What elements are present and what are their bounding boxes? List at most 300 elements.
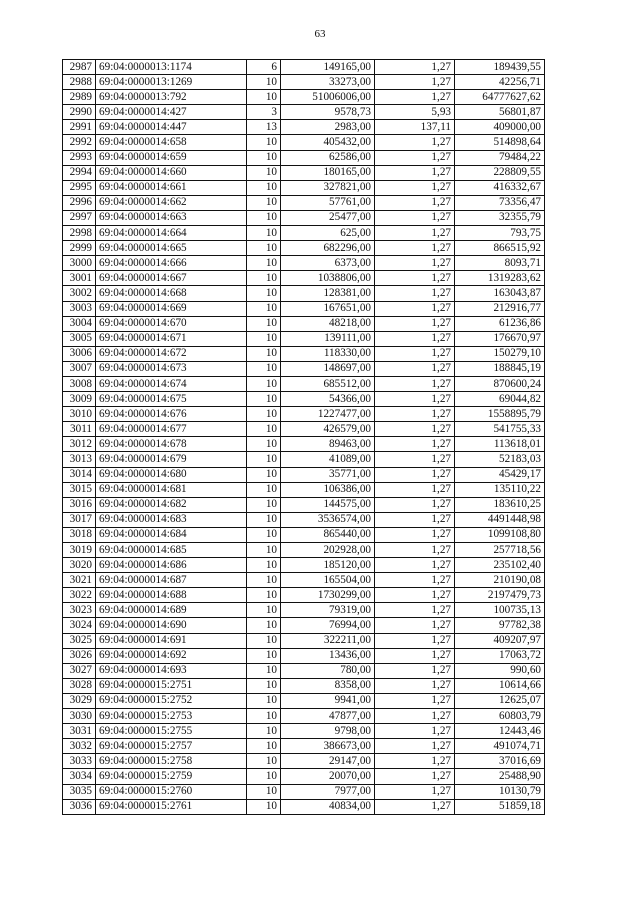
cadastral-number-cell: 69:04:0000014:663 [96,210,247,225]
table-row [63,392,545,407]
coefficient-cell: 1,27 [375,739,455,754]
cadastral-value-cell: 79319,00 [281,603,375,618]
cadastral-value-cell: 865440,00 [281,527,375,542]
row-number-cell: 3035 [63,784,96,799]
table-row [63,482,545,497]
category-code-cell: 10 [247,286,281,301]
cadastral-value-cell: 106386,00 [281,482,375,497]
total-value-cell: 150279,10 [455,346,545,361]
category-code-cell: 10 [247,346,281,361]
cadastral-number-cell: 69:04:0000014:661 [96,180,247,195]
cadastral-value-cell: 165504,00 [281,573,375,588]
cadastral-number-cell: 69:04:0000015:2760 [96,784,247,799]
category-code-cell: 10 [247,497,281,512]
table-row [63,709,545,724]
row-number-cell: 3005 [63,331,96,346]
total-value-cell: 793,75 [455,226,545,241]
row-number-cell: 3015 [63,482,96,497]
total-value-cell: 12625,07 [455,693,545,708]
row-number-cell: 3000 [63,256,96,271]
row-number-cell: 3019 [63,543,96,558]
table-row [63,527,545,542]
category-code-cell: 10 [247,165,281,180]
table-row [63,210,545,225]
category-code-cell: 10 [247,724,281,739]
cadastral-number-cell: 69:04:0000014:685 [96,543,247,558]
cadastral-number-cell: 69:04:0000014:427 [96,105,247,120]
cadastral-value-cell: 33273,00 [281,75,375,90]
category-code-cell: 6 [247,60,281,75]
row-number-cell: 3014 [63,467,96,482]
table-row [63,437,545,452]
cadastral-value-cell: 426579,00 [281,422,375,437]
row-number-cell: 2991 [63,120,96,135]
cadastral-value-cell: 48218,00 [281,316,375,331]
total-value-cell: 1558895,79 [455,407,545,422]
table-row [63,226,545,241]
row-number-cell: 3027 [63,663,96,678]
coefficient-cell: 1,27 [375,301,455,316]
cadastral-value-cell: 682296,00 [281,241,375,256]
cadastral-value-cell: 20070,00 [281,769,375,784]
row-number-cell: 3023 [63,603,96,618]
cadastral-number-cell: 69:04:0000014:676 [96,407,247,422]
table-row [63,195,545,210]
category-code-cell: 3 [247,105,281,120]
coefficient-cell: 1,27 [375,376,455,391]
table-row [63,618,545,633]
table-row [63,256,545,271]
total-value-cell: 45429,17 [455,467,545,482]
cadastral-value-cell: 62586,00 [281,150,375,165]
table-row [63,769,545,784]
cadastral-value-cell: 167651,00 [281,301,375,316]
cadastral-value-cell: 685512,00 [281,376,375,391]
category-code-cell: 13 [247,120,281,135]
cadastral-value-cell: 625,00 [281,226,375,241]
total-value-cell: 409207,97 [455,633,545,648]
total-value-cell: 135110,22 [455,482,545,497]
cadastral-number-cell: 69:04:0000014:686 [96,558,247,573]
table-row [63,603,545,618]
cadastral-value-cell: 51006006,00 [281,90,375,105]
cadastral-number-cell: 69:04:0000014:659 [96,150,247,165]
cadastral-value-cell: 47877,00 [281,709,375,724]
category-code-cell: 10 [247,663,281,678]
row-number-cell: 3024 [63,618,96,633]
category-code-cell: 10 [247,527,281,542]
cadastral-value-cell: 9578,73 [281,105,375,120]
category-code-cell: 10 [247,361,281,376]
cadastral-value-cell: 76994,00 [281,618,375,633]
cadastral-value-cell: 144575,00 [281,497,375,512]
cadastral-value-cell: 40834,00 [281,799,375,814]
cadastral-number-cell: 69:04:0000014:665 [96,241,247,256]
coefficient-cell: 1,27 [375,482,455,497]
total-value-cell: 866515,92 [455,241,545,256]
row-number-cell: 2997 [63,210,96,225]
total-value-cell: 210190,08 [455,573,545,588]
coefficient-cell: 1,27 [375,588,455,603]
row-number-cell: 2999 [63,241,96,256]
table-row [63,301,545,316]
cadastral-number-cell: 69:04:0000014:681 [96,482,247,497]
row-number-cell: 2998 [63,226,96,241]
row-number-cell: 2993 [63,150,96,165]
category-code-cell: 10 [247,512,281,527]
total-value-cell: 60803,79 [455,709,545,724]
row-number-cell: 3008 [63,376,96,391]
table-row [63,512,545,527]
coefficient-cell: 1,27 [375,150,455,165]
row-number-cell: 3036 [63,799,96,814]
total-value-cell: 163043,87 [455,286,545,301]
cadastral-value-cell: 89463,00 [281,437,375,452]
total-value-cell: 113618,01 [455,437,545,452]
cadastral-number-cell: 69:04:0000015:2761 [96,799,247,814]
coefficient-cell: 1,27 [375,512,455,527]
table-row [63,60,545,75]
row-number-cell: 2992 [63,135,96,150]
cadastral-value-cell: 9941,00 [281,693,375,708]
cadastral-number-cell: 69:04:0000014:669 [96,301,247,316]
total-value-cell: 189439,55 [455,60,545,75]
cadastral-number-cell: 69:04:0000014:675 [96,392,247,407]
coefficient-cell: 1,27 [375,497,455,512]
table-row [63,422,545,437]
row-number-cell: 2990 [63,105,96,120]
table-row [63,135,545,150]
total-value-cell: 17063,72 [455,648,545,663]
table-row [63,150,545,165]
table-row [63,90,545,105]
table-row [63,678,545,693]
category-code-cell: 10 [247,754,281,769]
coefficient-cell: 137,11 [375,120,455,135]
coefficient-cell: 1,27 [375,709,455,724]
total-value-cell: 176670,97 [455,331,545,346]
category-code-cell: 10 [247,799,281,814]
row-number-cell: 3009 [63,392,96,407]
table-row [63,799,545,814]
coefficient-cell: 1,27 [375,135,455,150]
coefficient-cell: 1,27 [375,558,455,573]
cadastral-number-cell: 69:04:0000015:2758 [96,754,247,769]
cadastral-number-cell: 69:04:0000014:667 [96,271,247,286]
total-value-cell: 8093,71 [455,256,545,271]
total-value-cell: 1099108,80 [455,527,545,542]
table-row [63,739,545,754]
total-value-cell: 491074,71 [455,739,545,754]
category-code-cell: 10 [247,437,281,452]
table-row [63,105,545,120]
cadastral-value-cell: 1227477,00 [281,407,375,422]
cadastral-number-cell: 69:04:0000014:684 [96,527,247,542]
category-code-cell: 10 [247,241,281,256]
total-value-cell: 37016,69 [455,754,545,769]
cadastral-value-cell: 1730299,00 [281,588,375,603]
table-row [63,573,545,588]
coefficient-cell: 1,27 [375,452,455,467]
total-value-cell: 409000,00 [455,120,545,135]
coefficient-cell: 1,27 [375,392,455,407]
total-value-cell: 990,60 [455,663,545,678]
row-number-cell: 3025 [63,633,96,648]
coefficient-cell: 1,27 [375,693,455,708]
coefficient-cell: 1,27 [375,784,455,799]
cadastral-number-cell: 69:04:0000014:677 [96,422,247,437]
coefficient-cell: 1,27 [375,346,455,361]
table-row [63,754,545,769]
total-value-cell: 2197479,73 [455,588,545,603]
table-row [63,376,545,391]
table-row [63,346,545,361]
category-code-cell: 10 [247,210,281,225]
table-row [63,407,545,422]
cadastral-number-cell: 69:04:0000014:688 [96,588,247,603]
cadastral-number-cell: 69:04:0000014:664 [96,226,247,241]
row-number-cell: 3022 [63,588,96,603]
cadastral-number-cell: 69:04:0000014:662 [96,195,247,210]
category-code-cell: 10 [247,135,281,150]
table-row [63,497,545,512]
table-row [63,165,545,180]
cadastral-number-cell: 69:04:0000014:683 [96,512,247,527]
table-row [63,286,545,301]
coefficient-cell: 1,27 [375,724,455,739]
cadastral-value-cell: 6373,00 [281,256,375,271]
cadastral-number-cell: 69:04:0000014:447 [96,120,247,135]
cadastral-value-cell: 1038806,00 [281,271,375,286]
row-number-cell: 3021 [63,573,96,588]
cadastral-number-cell: 69:04:0000015:2753 [96,709,247,724]
coefficient-cell: 1,27 [375,361,455,376]
row-number-cell: 3006 [63,346,96,361]
coefficient-cell: 1,27 [375,678,455,693]
row-number-cell: 3002 [63,286,96,301]
coefficient-cell: 1,27 [375,663,455,678]
total-value-cell: 870600,24 [455,376,545,391]
row-number-cell: 3011 [63,422,96,437]
cadastral-value-cell: 780,00 [281,663,375,678]
total-value-cell: 10130,79 [455,784,545,799]
cadastral-number-cell: 69:04:0000014:670 [96,316,247,331]
cadastral-value-cell: 54366,00 [281,392,375,407]
category-code-cell: 10 [247,271,281,286]
cadastral-value-cell: 2983,00 [281,120,375,135]
coefficient-cell: 1,27 [375,241,455,256]
coefficient-cell: 1,27 [375,90,455,105]
row-number-cell: 3028 [63,678,96,693]
cadastral-number-cell: 69:04:0000014:682 [96,497,247,512]
category-code-cell: 10 [247,452,281,467]
cadastral-value-cell: 9798,00 [281,724,375,739]
category-code-cell: 10 [247,256,281,271]
category-code-cell: 10 [247,678,281,693]
coefficient-cell: 1,27 [375,573,455,588]
coefficient-cell: 1,27 [375,799,455,814]
row-number-cell: 3031 [63,724,96,739]
table-row [63,271,545,286]
table-row [63,241,545,256]
table-row [63,724,545,739]
category-code-cell: 10 [247,482,281,497]
cadastral-value-cell: 35771,00 [281,467,375,482]
cadastral-number-cell: 69:04:0000014:671 [96,331,247,346]
category-code-cell: 10 [247,90,281,105]
cadastral-value-cell: 3536574,00 [281,512,375,527]
total-value-cell: 212916,77 [455,301,545,316]
category-code-cell: 10 [247,467,281,482]
cadastral-value-table [62,59,545,815]
cadastral-number-cell: 69:04:0000014:691 [96,633,247,648]
row-number-cell: 2996 [63,195,96,210]
category-code-cell: 10 [247,180,281,195]
cadastral-value-cell: 148697,00 [281,361,375,376]
cadastral-number-cell: 69:04:0000014:674 [96,376,247,391]
table-row [63,120,545,135]
table-row [63,180,545,195]
coefficient-cell: 1,27 [375,527,455,542]
category-code-cell: 10 [247,75,281,90]
total-value-cell: 235102,40 [455,558,545,573]
total-value-cell: 97782,38 [455,618,545,633]
coefficient-cell: 1,27 [375,195,455,210]
cadastral-value-cell: 322211,00 [281,633,375,648]
cadastral-number-cell: 69:04:0000014:660 [96,165,247,180]
row-number-cell: 3033 [63,754,96,769]
row-number-cell: 3034 [63,769,96,784]
table-row [63,588,545,603]
category-code-cell: 10 [247,739,281,754]
category-code-cell: 10 [247,784,281,799]
row-number-cell: 3032 [63,739,96,754]
row-number-cell: 3020 [63,558,96,573]
category-code-cell: 10 [247,588,281,603]
cadastral-number-cell: 69:04:0000014:668 [96,286,247,301]
coefficient-cell: 1,27 [375,437,455,452]
row-number-cell: 3007 [63,361,96,376]
row-number-cell: 2987 [63,60,96,75]
cadastral-number-cell: 69:04:0000014:693 [96,663,247,678]
total-value-cell: 64777627,62 [455,90,545,105]
table-row [63,467,545,482]
row-number-cell: 3013 [63,452,96,467]
table-row [63,648,545,663]
cadastral-number-cell: 69:04:0000013:1269 [96,75,247,90]
cadastral-number-cell: 69:04:0000015:2752 [96,693,247,708]
category-code-cell: 10 [247,376,281,391]
cadastral-number-cell: 69:04:0000014:689 [96,603,247,618]
cadastral-value-cell: 327821,00 [281,180,375,195]
cadastral-number-cell: 69:04:0000013:1174 [96,60,247,75]
cadastral-value-cell: 57761,00 [281,195,375,210]
category-code-cell: 10 [247,316,281,331]
row-number-cell: 2989 [63,90,96,105]
coefficient-cell: 1,27 [375,633,455,648]
coefficient-cell: 1,27 [375,648,455,663]
cadastral-number-cell: 69:04:0000015:2751 [96,678,247,693]
row-number-cell: 3016 [63,497,96,512]
coefficient-cell: 1,27 [375,226,455,241]
cadastral-value-cell: 13436,00 [281,648,375,663]
cadastral-number-cell: 69:04:0000014:679 [96,452,247,467]
cadastral-number-cell: 69:04:0000014:692 [96,648,247,663]
total-value-cell: 12443,46 [455,724,545,739]
cadastral-number-cell: 69:04:0000014:690 [96,618,247,633]
category-code-cell: 10 [247,618,281,633]
cadastral-number-cell: 69:04:0000015:2759 [96,769,247,784]
category-code-cell: 10 [247,407,281,422]
coefficient-cell: 1,27 [375,618,455,633]
cadastral-value-cell: 202928,00 [281,543,375,558]
row-number-cell: 3018 [63,527,96,542]
total-value-cell: 416332,67 [455,180,545,195]
category-code-cell: 10 [247,693,281,708]
coefficient-cell: 1,27 [375,210,455,225]
cadastral-value-cell: 25477,00 [281,210,375,225]
total-value-cell: 188845,19 [455,361,545,376]
coefficient-cell: 1,27 [375,754,455,769]
category-code-cell: 10 [247,543,281,558]
row-number-cell: 3010 [63,407,96,422]
cadastral-value-cell: 29147,00 [281,754,375,769]
total-value-cell: 257718,56 [455,543,545,558]
coefficient-cell: 1,27 [375,60,455,75]
category-code-cell: 10 [247,603,281,618]
row-number-cell: 3029 [63,693,96,708]
coefficient-cell: 1,27 [375,407,455,422]
cadastral-number-cell: 69:04:0000014:687 [96,573,247,588]
coefficient-cell: 1,27 [375,543,455,558]
cadastral-value-cell: 180165,00 [281,165,375,180]
coefficient-cell: 1,27 [375,316,455,331]
category-code-cell: 10 [247,226,281,241]
table-row [63,75,545,90]
cadastral-value-cell: 7977,00 [281,784,375,799]
coefficient-cell: 1,27 [375,271,455,286]
row-number-cell: 3017 [63,512,96,527]
total-value-cell: 514898,64 [455,135,545,150]
total-value-cell: 42256,71 [455,75,545,90]
page-number: 63 [314,28,326,40]
table-row [63,693,545,708]
total-value-cell: 10614,66 [455,678,545,693]
coefficient-cell: 1,27 [375,467,455,482]
table-row [63,452,545,467]
row-number-cell: 3012 [63,437,96,452]
cadastral-number-cell: 69:04:0000014:673 [96,361,247,376]
row-number-cell: 3026 [63,648,96,663]
total-value-cell: 100735,13 [455,603,545,618]
table-body [63,60,545,815]
cadastral-value-cell: 139111,00 [281,331,375,346]
row-number-cell: 2995 [63,180,96,195]
table-row [63,316,545,331]
coefficient-cell: 1,27 [375,769,455,784]
total-value-cell: 61236,86 [455,316,545,331]
category-code-cell: 10 [247,150,281,165]
cadastral-value-cell: 8358,00 [281,678,375,693]
total-value-cell: 1319283,62 [455,271,545,286]
row-number-cell: 3003 [63,301,96,316]
cadastral-value-cell: 386673,00 [281,739,375,754]
coefficient-cell: 1,27 [375,180,455,195]
category-code-cell: 10 [247,648,281,663]
cadastral-value-cell: 41089,00 [281,452,375,467]
row-number-cell: 2988 [63,75,96,90]
category-code-cell: 10 [247,558,281,573]
